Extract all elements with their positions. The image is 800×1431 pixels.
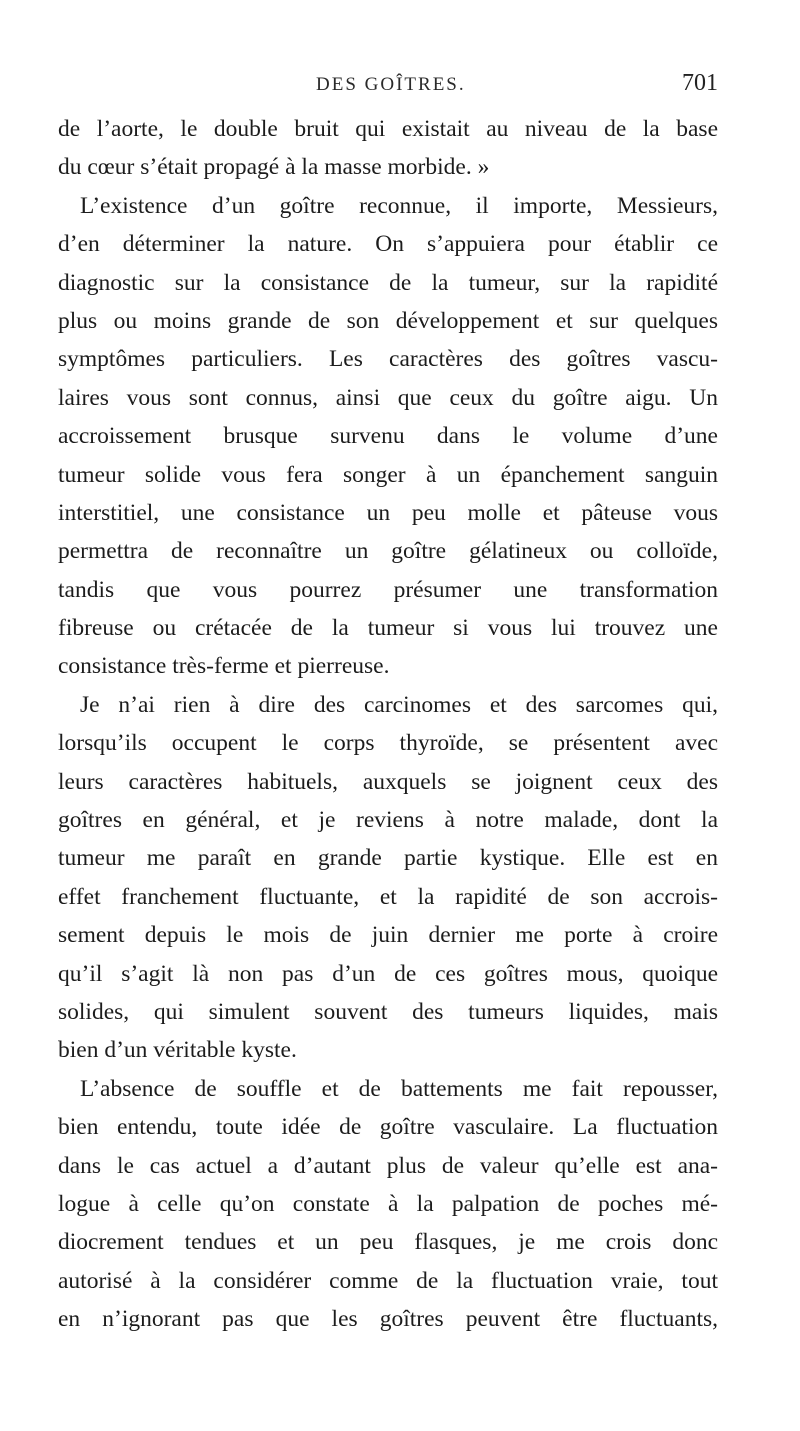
text-line: lorsqu’ils occupent le corps thyroïde, se présentent avec [58, 730, 718, 757]
body-text [58, 110, 718, 1339]
text-line: consistance très-ferme et pierreuse. [58, 653, 390, 680]
text-line: L’absence de souffle et de battements me fait repousser, [80, 1075, 718, 1102]
text-line: d’en déterminer la nature. On s’appuiera pour établir ce [58, 231, 718, 258]
text-line: solides, qui simulent souvent des tumeurs liquides, mais [58, 998, 718, 1025]
text-line: sement depuis le mois de juin dernier me porte à croire [58, 922, 718, 949]
text-line: diocrement tendues et un peu flasques, je me crois donc [58, 1229, 718, 1256]
text-line: accroissement brusque survenu dans le volume d’une [58, 423, 718, 450]
text-line: effet franchement fluctuante, et la rapidité de son accrois- [58, 883, 718, 910]
text-line: de l’aorte, le double bruit qui existait au niveau de la base [58, 116, 718, 142]
text-line: plus ou moins grande de son développement et sur quelques [58, 307, 718, 334]
text-line: permettra de reconnaître un goître gélatineux ou colloïde, [58, 538, 718, 565]
text-line: laires vous sont connus, ainsi que ceux du goître aigu. Un [58, 384, 718, 411]
text-line: fibreuse ou crétacée de la tumeur si vous lui trouvez une [58, 615, 718, 642]
text-line: logue à celle qu’on constate à la palpation de poches mé- [58, 1190, 718, 1217]
page-number: 701 [682, 70, 718, 96]
text-line: tumeur me paraît en grande partie kystique. Elle est en [58, 845, 718, 872]
text-line: dans le cas actuel a d’autant plus de valeur qu’elle est ana- [58, 1152, 718, 1179]
text-line: bien d’un véritable kyste. [58, 1037, 297, 1064]
text-line: tandis que vous pourrez présumer une transformation [58, 576, 718, 603]
text-line: autorisé à la considérer comme de la fluctuation vraie, tout [58, 1267, 718, 1294]
running-head [58, 70, 718, 110]
text-line: interstitiel, une consistance un peu molle et pâteuse vous [58, 499, 718, 526]
text-line: qu’il s’agit là non pas d’un de ces goîtres mous, quoique [58, 960, 718, 987]
text-line: du cœur s’était propagé à la masse morbide. » [58, 154, 490, 181]
text-line: goîtres en général, et je reviens à notre malade, dont la [58, 807, 718, 834]
text-line: Je n’ai rien à dire des carcinomes et des sarcomes qui, [80, 691, 718, 718]
text-line: L’existence d’un goître reconnue, il importe, Messieurs, [80, 192, 718, 219]
text-line: en n’ignorant pas que les goîtres peuvent être fluctuants, [58, 1306, 718, 1333]
text-line: bien entendu, toute idée de goître vasculaire. La fluctuation [58, 1114, 718, 1141]
text-line: symptômes particuliers. Les caractères des goîtres vascu- [58, 346, 718, 373]
text-line: diagnostic sur la consistance de la tumeur, sur la rapidité [58, 269, 718, 296]
running-title: DES GOÎTRES. [316, 74, 466, 95]
book-page [58, 70, 718, 1339]
text-line: tumeur solide vous fera songer à un épanchement sanguin [58, 461, 718, 488]
text-line: leurs caractères habituels, auxquels se joignent ceux des [58, 768, 718, 795]
